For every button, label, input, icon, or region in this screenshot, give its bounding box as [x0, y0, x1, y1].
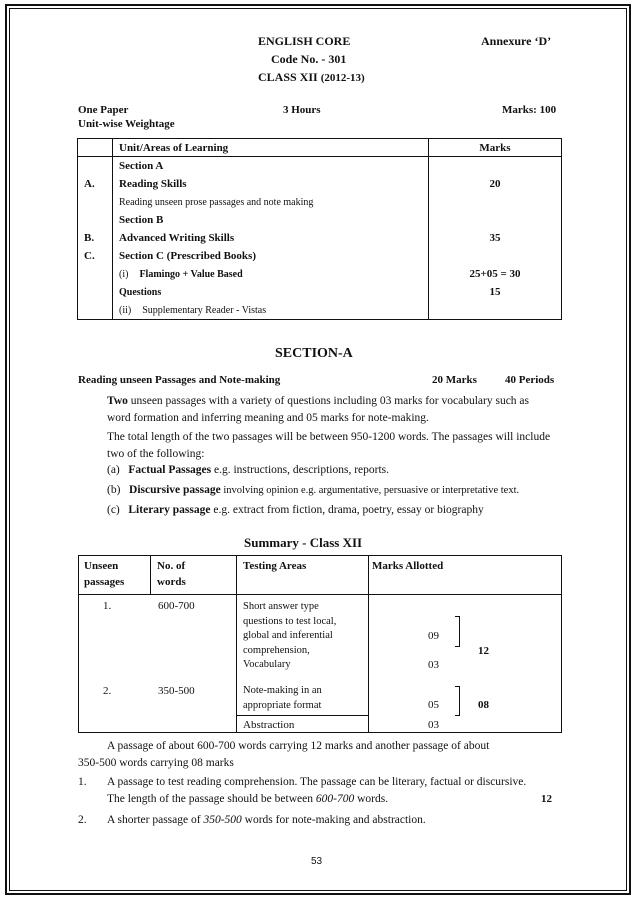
- class-label: [258, 70, 365, 85]
- code-number: Code No. - 301: [271, 52, 347, 66]
- row2-bracket: [455, 686, 460, 716]
- row1-test-line: Vocabulary: [243, 659, 291, 670]
- item-b-bold: Discursive passage: [129, 484, 221, 496]
- summary-col-divider: [368, 555, 369, 733]
- item-b-label: (b): [107, 484, 121, 496]
- item-b-text: involving opinion e.g. argumentative, persuasive or interpretative text.: [220, 485, 520, 496]
- intro-bold-two: Two: [107, 395, 128, 407]
- annexure-label: Annexure ‘D’: [481, 34, 552, 48]
- abstraction-divider: [236, 715, 368, 716]
- row1-test-line: comprehension,: [243, 644, 310, 656]
- questions-marks: 15: [429, 283, 562, 301]
- length-line-1: The total length of the two passages will be between 950-1200 words. The passages will include: [107, 431, 551, 443]
- passage-summary-line2: 350-500 words carrying 08 marks: [78, 757, 234, 769]
- summary-row1-mark-b: 03: [428, 659, 439, 671]
- row-letter-a: A.: [78, 175, 113, 193]
- summary-row1-words: 600-700: [158, 600, 195, 612]
- advanced-writing-marks: 35: [429, 229, 562, 247]
- intro-line-2: word formation and inferring meaning and 05 marks for note-making.: [107, 412, 429, 424]
- intro-line-1: unseen passages with a variety of questions including 03 marks for vocabulary such as: [127, 395, 529, 407]
- item-c-text: e.g. extract from fiction, drama, poetry, essay or biography: [210, 504, 484, 516]
- flamingo-marks: 25+05 = 30: [429, 265, 562, 283]
- point-1-text-a: The length of the passage should be between: [107, 793, 316, 805]
- subject-title: ENGLISH CORE: [258, 34, 351, 48]
- table-row: [78, 301, 562, 320]
- table-row: [78, 283, 562, 301]
- reading-skills-description: Reading unseen prose passages and note making: [113, 193, 429, 211]
- intro-paragraph: [107, 393, 550, 463]
- point-1-line1: A passage to test reading comprehension. The passage can be literary, factual or discursive.: [107, 776, 527, 788]
- summary-header-passages: passages: [84, 576, 125, 588]
- summary-row1-testing: [243, 600, 336, 673]
- table-row: [78, 193, 562, 211]
- summary-col-divider: [150, 555, 151, 595]
- section-c-label: Section C (Prescribed Books): [113, 247, 429, 265]
- summary-header-testing: Testing Areas: [243, 560, 307, 572]
- vistas-label: Supplementary Reader - Vistas: [142, 305, 267, 316]
- passage-types-list: [107, 462, 519, 522]
- summary-col-divider: [236, 555, 237, 733]
- total-marks-label: Marks: 100: [502, 104, 557, 116]
- item-a-label: (a): [107, 464, 120, 476]
- summary-row1-total: 12: [478, 645, 489, 657]
- item-i-number: (i): [119, 269, 129, 280]
- point-2-text-b: 350-500: [203, 814, 242, 826]
- point-2-line: [107, 812, 426, 829]
- summary-row1-num: 1.: [103, 600, 112, 612]
- section-a-title: SECTION-A: [275, 346, 353, 361]
- section-a-periods: 40 Periods: [505, 374, 555, 386]
- row-letter-c: C.: [78, 247, 113, 265]
- header-cell-marks: Marks: [429, 139, 562, 157]
- point-2-text-c: words for note-making and abstraction.: [241, 814, 426, 826]
- summary-header-marks: Marks Allotted: [372, 560, 444, 572]
- flamingo-label: Flamingo + Value Based: [139, 269, 243, 280]
- length-line-2: two of the following:: [107, 448, 205, 460]
- point-1-line2: [107, 791, 388, 808]
- table-row: [78, 229, 562, 247]
- summary-title: Summary - Class XII: [244, 535, 363, 550]
- table-header-row: [78, 139, 562, 157]
- row1-test-line: Short answer type: [243, 601, 319, 612]
- summary-row2-words: 350-500: [158, 685, 195, 697]
- reading-skills-label: Reading Skills: [113, 175, 429, 193]
- row2-test-line: Note-making in an: [243, 685, 322, 696]
- passage-summary-line1: A passage of about 600-700 words carrying 12 marks and another passage of about: [107, 740, 490, 752]
- unit-weightage-table: [77, 138, 562, 320]
- weightage-label: Unit-wise Weightage: [78, 118, 175, 130]
- item-c-label: (c): [107, 504, 120, 516]
- year-text: (2012-13): [320, 72, 365, 84]
- class-text: CLASS XII: [258, 70, 318, 84]
- point-2-text-a: A shorter passage of: [107, 814, 204, 826]
- point-1-text-c: words.: [354, 793, 389, 805]
- point-1-number: 1.: [78, 776, 87, 788]
- point-2-number: 2.: [78, 814, 87, 826]
- table-row: [78, 265, 562, 283]
- page-number: 53: [311, 856, 323, 867]
- summary-header-noof: No. of: [157, 560, 186, 572]
- summary-header-unseen: Unseen: [84, 560, 119, 572]
- summary-row2-abstraction: Abstraction: [243, 719, 295, 731]
- paper-label: One Paper: [78, 104, 129, 116]
- row-letter-b: B.: [78, 229, 113, 247]
- summary-row2-mark-b: 03: [428, 719, 439, 731]
- hours-label: 3 Hours: [283, 104, 321, 116]
- header-cell-unit: Unit/Areas of Learning: [113, 139, 429, 157]
- point-1-marks: 12: [541, 793, 552, 805]
- table-row: [78, 211, 562, 229]
- section-a-marks: 20 Marks: [432, 374, 477, 386]
- summary-row2-total: 08: [478, 699, 489, 711]
- point-1-text-b: 600-700: [315, 793, 355, 805]
- row1-test-line: questions to test local,: [243, 615, 337, 627]
- summary-row2-num: 2.: [103, 685, 112, 697]
- header-cell-blank: [78, 139, 113, 157]
- summary-row1-mark-a: 09: [428, 630, 439, 642]
- table-row: [78, 157, 562, 176]
- summary-row2-mark-a: 05: [428, 699, 439, 711]
- row2-test-line: appropriate format: [243, 699, 322, 711]
- section-a-heading: Reading unseen Passages and Note-making: [78, 374, 281, 386]
- questions-label: Questions: [113, 283, 429, 301]
- table-row: [78, 175, 562, 193]
- table-row: [78, 247, 562, 265]
- summary-row2-testing: [243, 684, 322, 713]
- item-ii-number: (ii): [119, 305, 132, 316]
- reading-skills-marks: 20: [429, 175, 562, 193]
- section-b-label: Section B: [113, 211, 429, 229]
- advanced-writing-label: Advanced Writing Skills: [113, 229, 429, 247]
- row1-test-line: global and inferential: [243, 630, 333, 641]
- section-a-label: Section A: [113, 157, 429, 176]
- item-a-bold: Factual Passages: [128, 464, 212, 476]
- item-c-bold: Literary passage: [128, 504, 211, 516]
- summary-header-words: words: [157, 576, 186, 588]
- row1-bracket: [455, 616, 460, 647]
- item-a-text: e.g. instructions, descriptions, reports.: [211, 464, 390, 476]
